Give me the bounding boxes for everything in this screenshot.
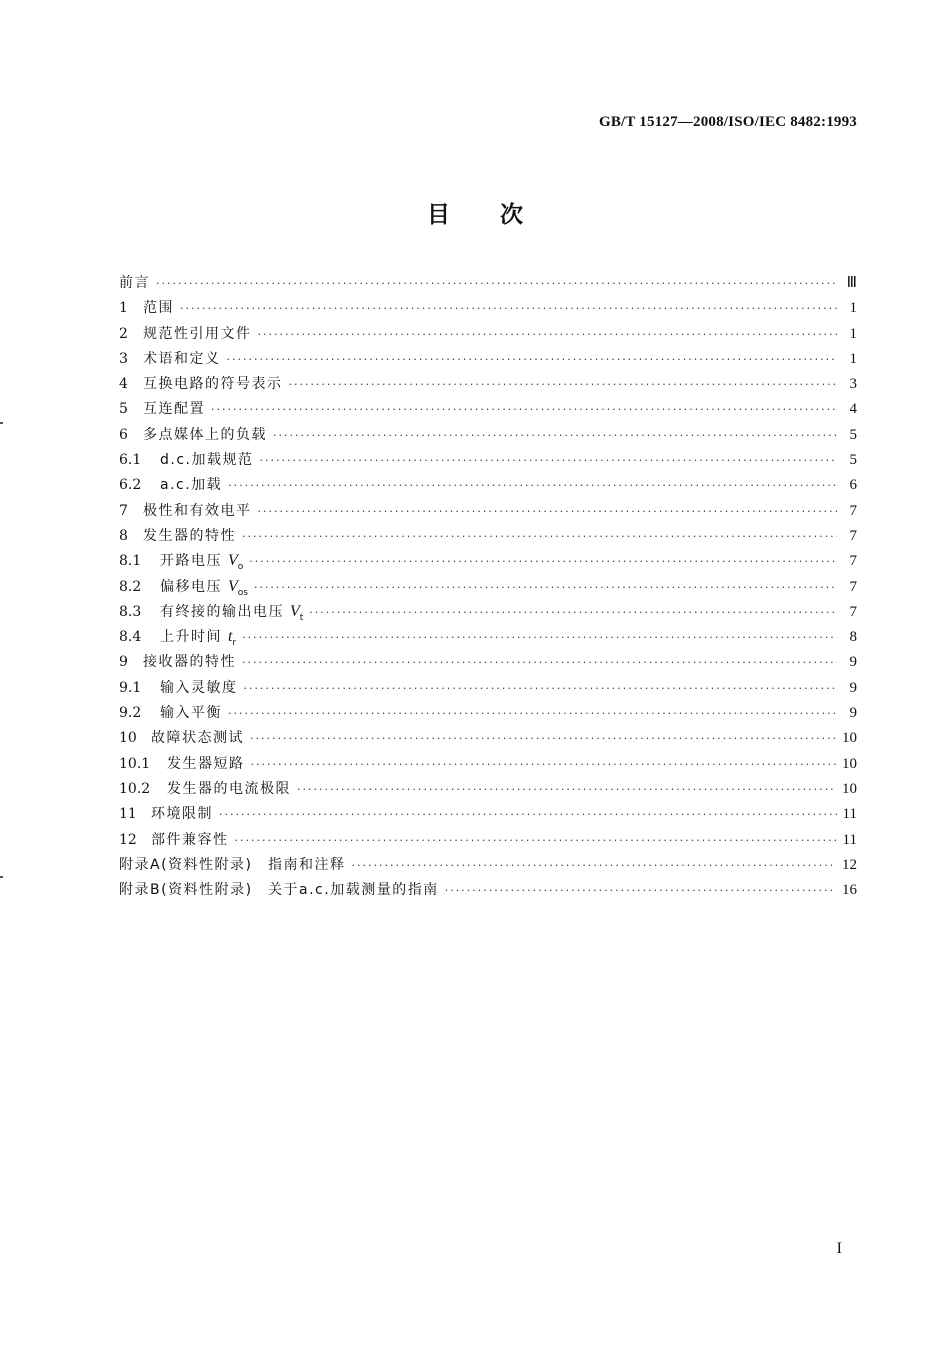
toc-entry-page: 1 <box>849 325 857 342</box>
toc-entry-page: 3 <box>849 376 857 393</box>
toc-entry-number: 11 <box>119 806 137 823</box>
toc-dot-leader <box>249 556 837 567</box>
toc-entry-page: 11 <box>842 831 857 848</box>
toc-entry-title: 输入灵敏度 <box>160 679 238 696</box>
page-header: GB/T 15127—2008/ISO/IEC 8482:1993 <box>598 114 857 130</box>
toc-dot-leader <box>258 506 838 517</box>
toc-entry-title: 发生器的电流极限 <box>167 780 291 797</box>
toc-entry-symbol-subscript: o <box>237 562 244 573</box>
toc-dot-leader <box>250 733 836 744</box>
toc-entry-symbol-subscript: t <box>299 612 304 623</box>
toc-entry[interactable] <box>119 727 857 752</box>
toc-entry-title: 开路电压 $V_o$ <box>160 552 244 573</box>
toc-entry[interactable] <box>119 879 857 904</box>
toc-entry-number: 8.3 <box>119 603 142 620</box>
toc-dot-leader <box>156 278 837 289</box>
toc-entry-symbol: V <box>289 602 300 620</box>
toc-dot-leader <box>258 329 838 340</box>
toc-entry-number: 6.2 <box>119 477 142 494</box>
toc-entry[interactable] <box>119 753 857 778</box>
toc-entry-page: 10 <box>842 755 857 772</box>
toc-entry-page: 7 <box>849 502 857 519</box>
toc-dot-leader <box>297 784 836 795</box>
toc-entry[interactable] <box>119 576 857 601</box>
toc-dot-leader <box>242 632 837 643</box>
toc-entry-title: 输入平衡 <box>160 705 222 722</box>
toc-entry[interactable] <box>119 424 857 449</box>
toc-dot-leader <box>352 860 836 871</box>
toc-entry-number: 2 <box>119 325 128 342</box>
toc-dot-leader <box>211 404 837 415</box>
toc-entry-title: 有终接的输出电压 $V_t$ <box>160 602 304 623</box>
toc-entry-title: 规范性引用文件 <box>143 325 252 342</box>
toc-entry[interactable] <box>119 373 857 398</box>
toc-entry-page: 1 <box>849 350 857 367</box>
toc-entry[interactable] <box>119 272 857 297</box>
toc-entry-page: 16 <box>842 882 857 899</box>
toc-entry-symbol-subscript: r <box>232 637 237 648</box>
toc-entry-number: 3 <box>119 350 128 367</box>
toc-entry-title: 环境限制 <box>151 806 213 823</box>
toc-dot-leader <box>273 430 837 441</box>
toc-entry-page: 5 <box>849 426 857 443</box>
toc-entry[interactable] <box>119 500 857 525</box>
toc-entry[interactable] <box>119 525 857 550</box>
toc-entry[interactable] <box>119 323 857 348</box>
toc-entry-page: 8 <box>849 629 857 646</box>
toc-dot-leader <box>309 607 837 618</box>
toc-entry-number: 8.1 <box>119 553 142 570</box>
toc-entry-page: Ⅲ <box>846 275 857 291</box>
toc-entry-number: 4 <box>119 376 128 393</box>
toc-entry-page: 9 <box>849 654 857 671</box>
toc-entry-title: 部件兼容性 <box>151 831 229 848</box>
toc-entry-number: 9 <box>119 654 128 671</box>
toc-entry-title: 故障状态测试 <box>151 730 244 747</box>
toc-entry-title: 术语和定义 <box>143 350 221 367</box>
toc-entry-page: 10 <box>842 780 857 797</box>
toc-dot-leader <box>219 809 837 820</box>
toc-entry-title: a.c.加载 <box>160 477 223 494</box>
toc-entry-page: 9 <box>849 679 857 696</box>
toc-dot-leader <box>242 657 837 668</box>
toc-entry[interactable] <box>119 651 857 676</box>
toc-entry[interactable] <box>119 677 857 702</box>
toc-entry-number: 10 <box>119 730 137 747</box>
toc-entry-number: 10.2 <box>119 780 151 797</box>
toc-entry[interactable] <box>119 449 857 474</box>
toc-dot-leader <box>445 885 836 896</box>
toc-dot-leader <box>227 354 838 365</box>
toc-entry-number: 6 <box>119 426 128 443</box>
toc-entry-title: 发生器的特性 <box>143 527 236 544</box>
toc-dot-leader <box>228 480 837 491</box>
scan-mark <box>0 422 3 424</box>
toc-entry-title: 上升时间 $t_r$ <box>160 628 237 648</box>
toc-entry-title: 偏移电压 $V_{os}$ <box>160 577 248 598</box>
toc-dot-leader <box>228 708 837 719</box>
toc-entry-title: 范围 <box>143 300 174 317</box>
toc-dot-leader <box>289 379 838 390</box>
toc-dot-leader <box>251 759 837 770</box>
toc-entry-number: 6.1 <box>119 452 142 469</box>
toc-entry-title: 附录B(资料性附录) 关于a.c.加载测量的指南 <box>119 882 439 899</box>
toc-entry[interactable] <box>119 297 857 322</box>
toc-entry-page: 6 <box>849 477 857 494</box>
toc-dot-leader <box>244 683 838 694</box>
toc-entry[interactable] <box>119 550 857 575</box>
toc-entry-page: 4 <box>849 401 857 418</box>
toc-entry[interactable] <box>119 803 857 828</box>
toc-dot-leader <box>235 835 837 846</box>
toc-entry-number: 10.1 <box>119 755 151 772</box>
toc-entry[interactable] <box>119 829 857 854</box>
toc-entry-title: 极性和有效电平 <box>143 502 252 519</box>
toc-entry-number: 9.2 <box>119 705 142 722</box>
toc-entry-page: 9 <box>849 705 857 722</box>
toc-entry[interactable] <box>119 474 857 499</box>
toc-entry-number: 8.2 <box>119 578 142 595</box>
toc-entry-symbol: t <box>227 628 233 646</box>
toc-entry-number: 8 <box>119 527 128 544</box>
toc-dot-leader <box>259 455 837 466</box>
toc-entry-title: 前言 <box>119 275 150 291</box>
toc-entry-title: 发生器短路 <box>167 755 245 772</box>
toc-entry[interactable] <box>119 778 857 803</box>
toc-entry-page: 10 <box>842 730 857 747</box>
toc-entry-page: 1 <box>849 300 857 317</box>
toc-entry-page: 7 <box>849 578 857 595</box>
toc-entry-number: 1 <box>119 300 128 317</box>
toc-entry[interactable] <box>119 398 857 423</box>
toc-entry-title: 接收器的特性 <box>143 654 236 671</box>
toc-entry-page: 5 <box>849 452 857 469</box>
toc-entry-page: 11 <box>842 806 857 823</box>
toc-entry-symbol: V <box>227 552 238 570</box>
toc-entry[interactable] <box>119 348 857 373</box>
toc-dot-leader <box>180 303 837 314</box>
toc-entry-symbol: V <box>227 577 238 595</box>
toc-entry[interactable] <box>119 601 857 626</box>
scan-mark <box>0 876 3 878</box>
toc-dot-leader <box>242 531 837 542</box>
toc-entry-title: 互连配置 <box>143 401 205 418</box>
toc-entry[interactable] <box>119 626 857 651</box>
toc-entry-number: 5 <box>119 401 128 418</box>
toc-entry-title: 附录A(资料性附录) 指南和注释 <box>119 856 346 873</box>
toc-entry-page: 7 <box>849 553 857 570</box>
toc-entry-page: 7 <box>849 527 857 544</box>
toc-entry-number: 7 <box>119 502 128 519</box>
toc-entry-page: 12 <box>842 856 857 873</box>
toc-entry[interactable] <box>119 702 857 727</box>
toc-entry-number: 9.1 <box>119 679 142 696</box>
page-title: 目次 <box>427 202 573 228</box>
toc-entry-number: 12 <box>119 831 137 848</box>
page-number: I <box>836 1240 842 1257</box>
toc-entry[interactable] <box>119 854 857 879</box>
toc-entry-title: d.c.加载规范 <box>160 452 254 469</box>
toc-entry-page: 7 <box>849 603 857 620</box>
toc-entry-symbol-subscript: os <box>237 587 248 598</box>
toc-entry-title: 互换电路的符号表示 <box>143 376 283 393</box>
toc-entry-title: 多点媒体上的负载 <box>143 426 267 443</box>
table-of-contents <box>119 272 857 904</box>
toc-dot-leader <box>254 582 837 593</box>
toc-entry-number: 8.4 <box>119 629 142 646</box>
